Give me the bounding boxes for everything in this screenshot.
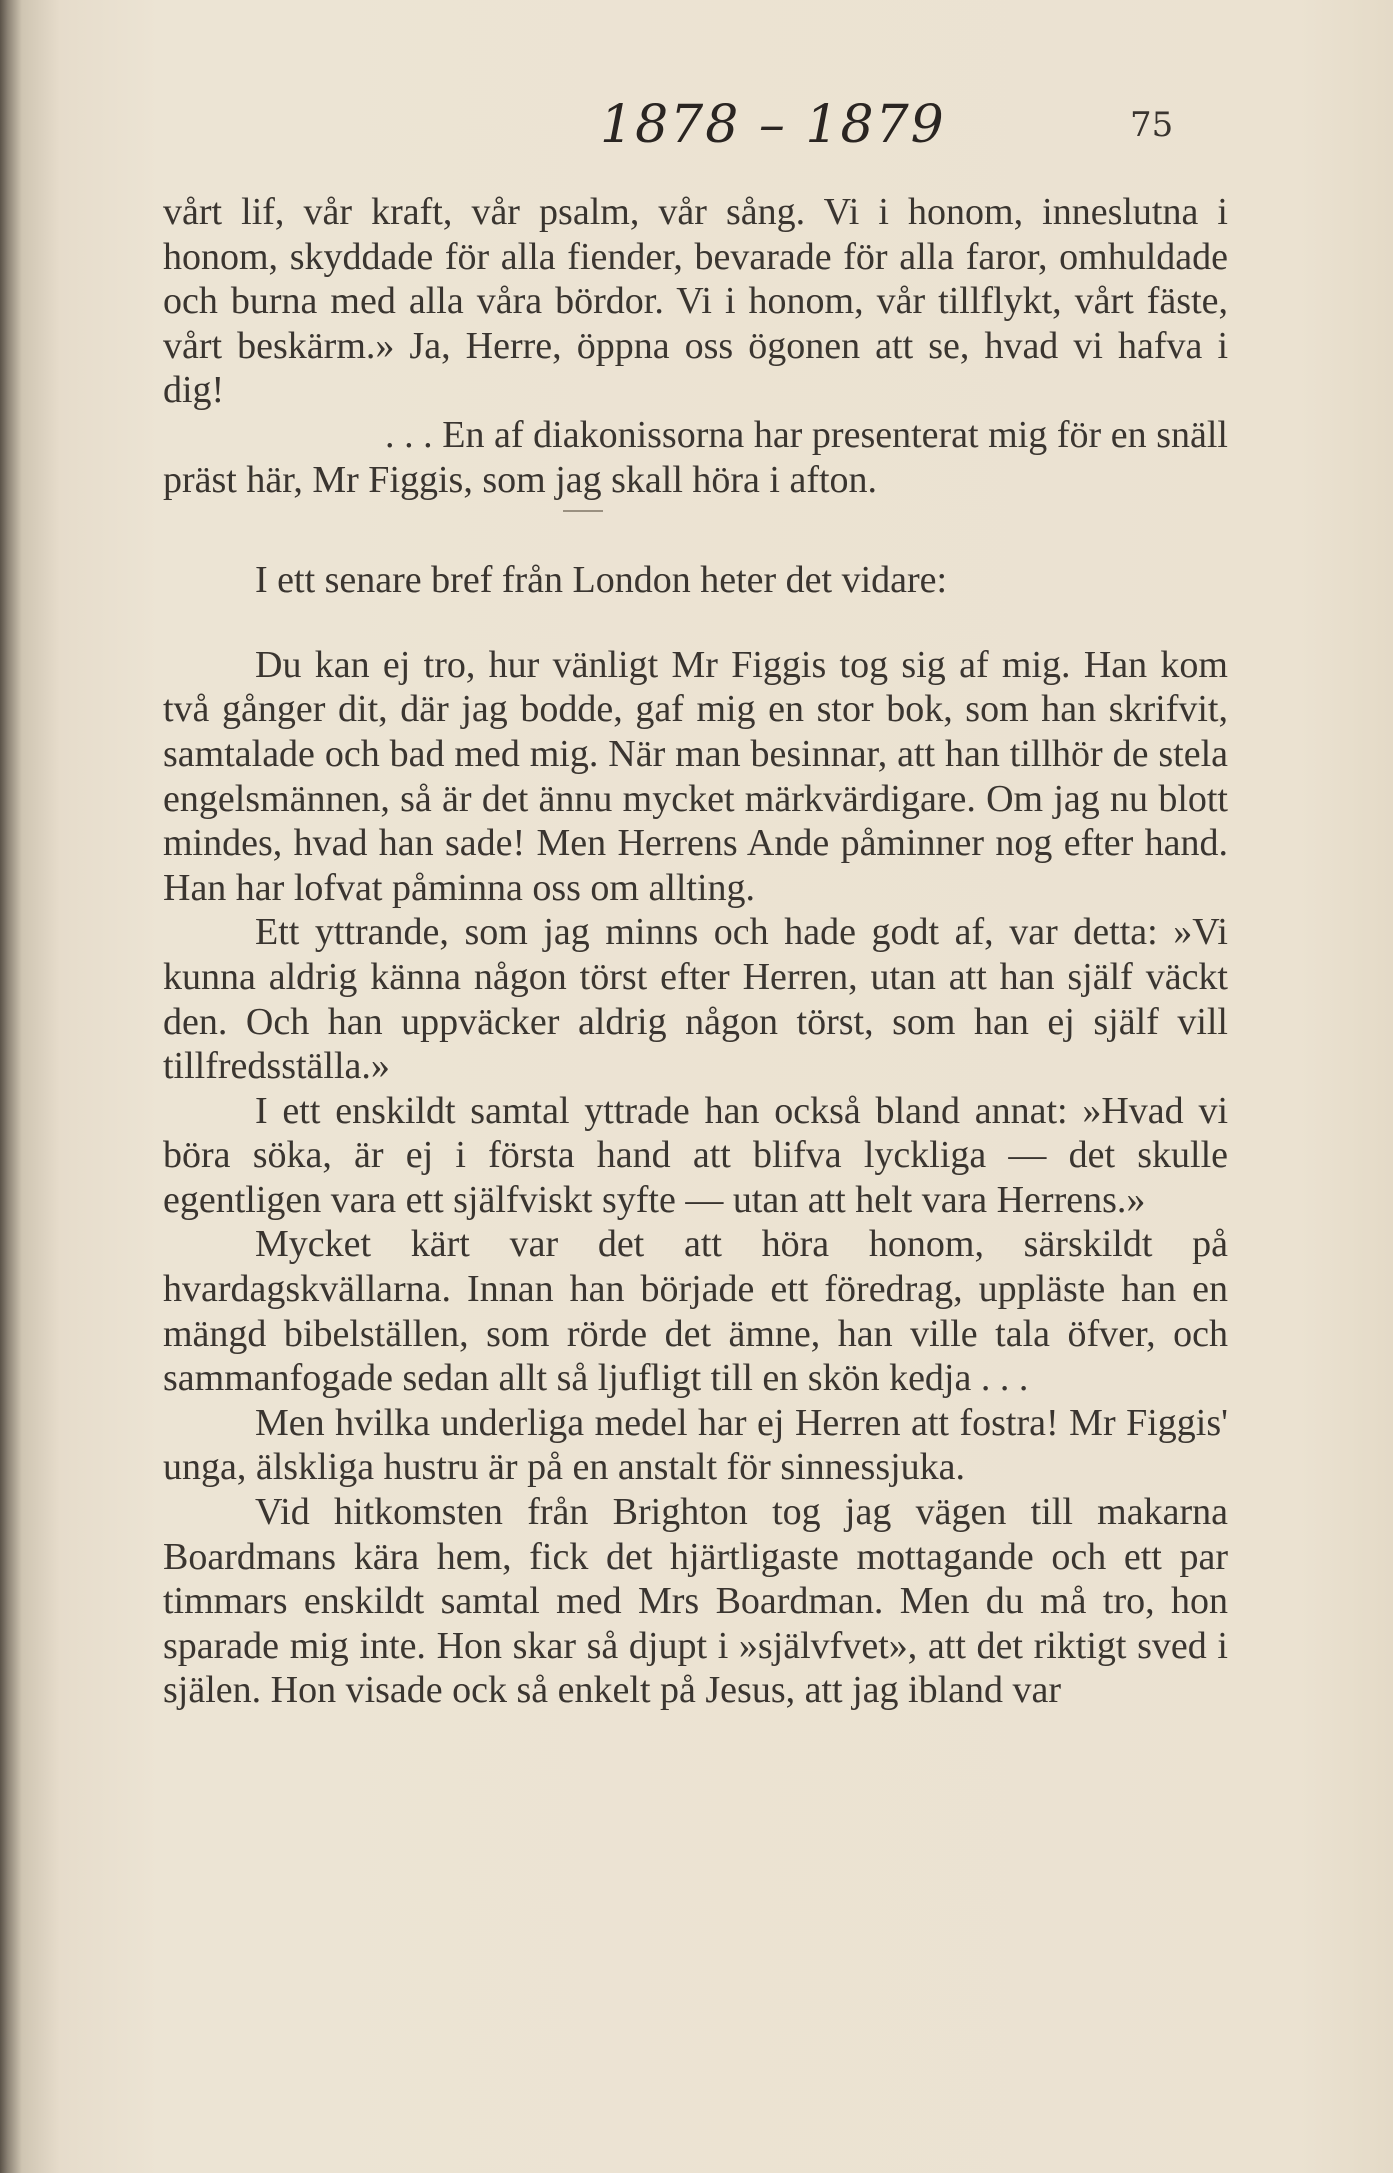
paragraph-4: Du kan ej tro, hur vänligt Mr Figgis tog sig af mig. Han kom två gånger dit, där jag bodde, gaf mig en stor bok, som han skrifvit, samtalade och bad med mig. När man besinnar, att han tillhör de stela engelsmännen, så är det ännu mycket märkvärdigare. Om jag nu blott mindes, hvad han sade! Men Herrens Ande påminner nog efter hand. Han har lofvat påminna oss om allting. xyxy=(163,643,1228,909)
paragraph-2: . . . En af diakonissorna har presenterat mig för en snäll präst här, Mr Figgis, som jag skall höra i afton. xyxy=(163,413,1228,501)
page-header xyxy=(0,95,1393,175)
paragraph-3: I ett senare bref från London heter det vidare: xyxy=(255,559,948,602)
paragraph-6: I ett enskildt samtal yttrade han också bland annat: »Hvad vi böra söka, är ej i första hand att blifva lyckliga — det skulle egentligen vara ett själfviskt syfte — utan att helt vara Herrens.» xyxy=(163,1089,1228,1221)
paragraph-5: Ett yttrande, som jag minns och hade godt af, var detta: »Vi kunna aldrig känna någon törst efter Herren, utan att han själf väckt den. Och han uppväcker aldrig någon törst, som han ej själf vill tillfredsställa.» xyxy=(163,911,1228,1088)
paragraph-8: Men hvilka underliga medel har ej Herren att fostra! Mr Figgis' unga, älskliga hustru är på en anstalt för sinnessjuka. xyxy=(163,1401,1228,1489)
paragraph-7: Mycket kärt var det att höra honom, särskildt på hvardagskvällarna. Innan han började ett föredrag, uppläste han en mängd bibelställen, som rörde det ämne, han ville tala öfver, och sammanfogade sedan allt så ljufligt till en skön kedja . . . xyxy=(163,1223,1228,1400)
page-number: 75 xyxy=(1130,105,1174,145)
paragraph-9: Vid hitkomsten från Brighton tog jag vägen till makarna Boardmans kära hem, fick det hjärtligaste mottagande och ett par timmars enskildt samtal med Mrs Boardman. Men du må tro, hon sparade mig inte. Hon skar så djupt i »självfvet», att det riktigt sved i själen. Hon visade ock så enkelt på Jesus, att jag ibland var xyxy=(163,1491,1228,1712)
separator-mark xyxy=(563,510,603,512)
body-text xyxy=(163,190,1228,1713)
paragraph-1: vårt lif, vår kraft, vår psalm, vår sång. Vi i honom, inneslutna i honom, skyddade för alla fiender, bevarade för alla faror, omhuldade och burna med alla våra bördor. Vi i honom, vår tillflykt, vårt fäste, vårt beskärm.» Ja, Herre, öppna oss ögonen att se, hvad vi hafva i dig! xyxy=(163,191,1228,412)
spacer xyxy=(163,603,1228,643)
section-separator xyxy=(163,502,1228,558)
handwritten-years-note: 1878 – 1879 xyxy=(600,95,946,155)
